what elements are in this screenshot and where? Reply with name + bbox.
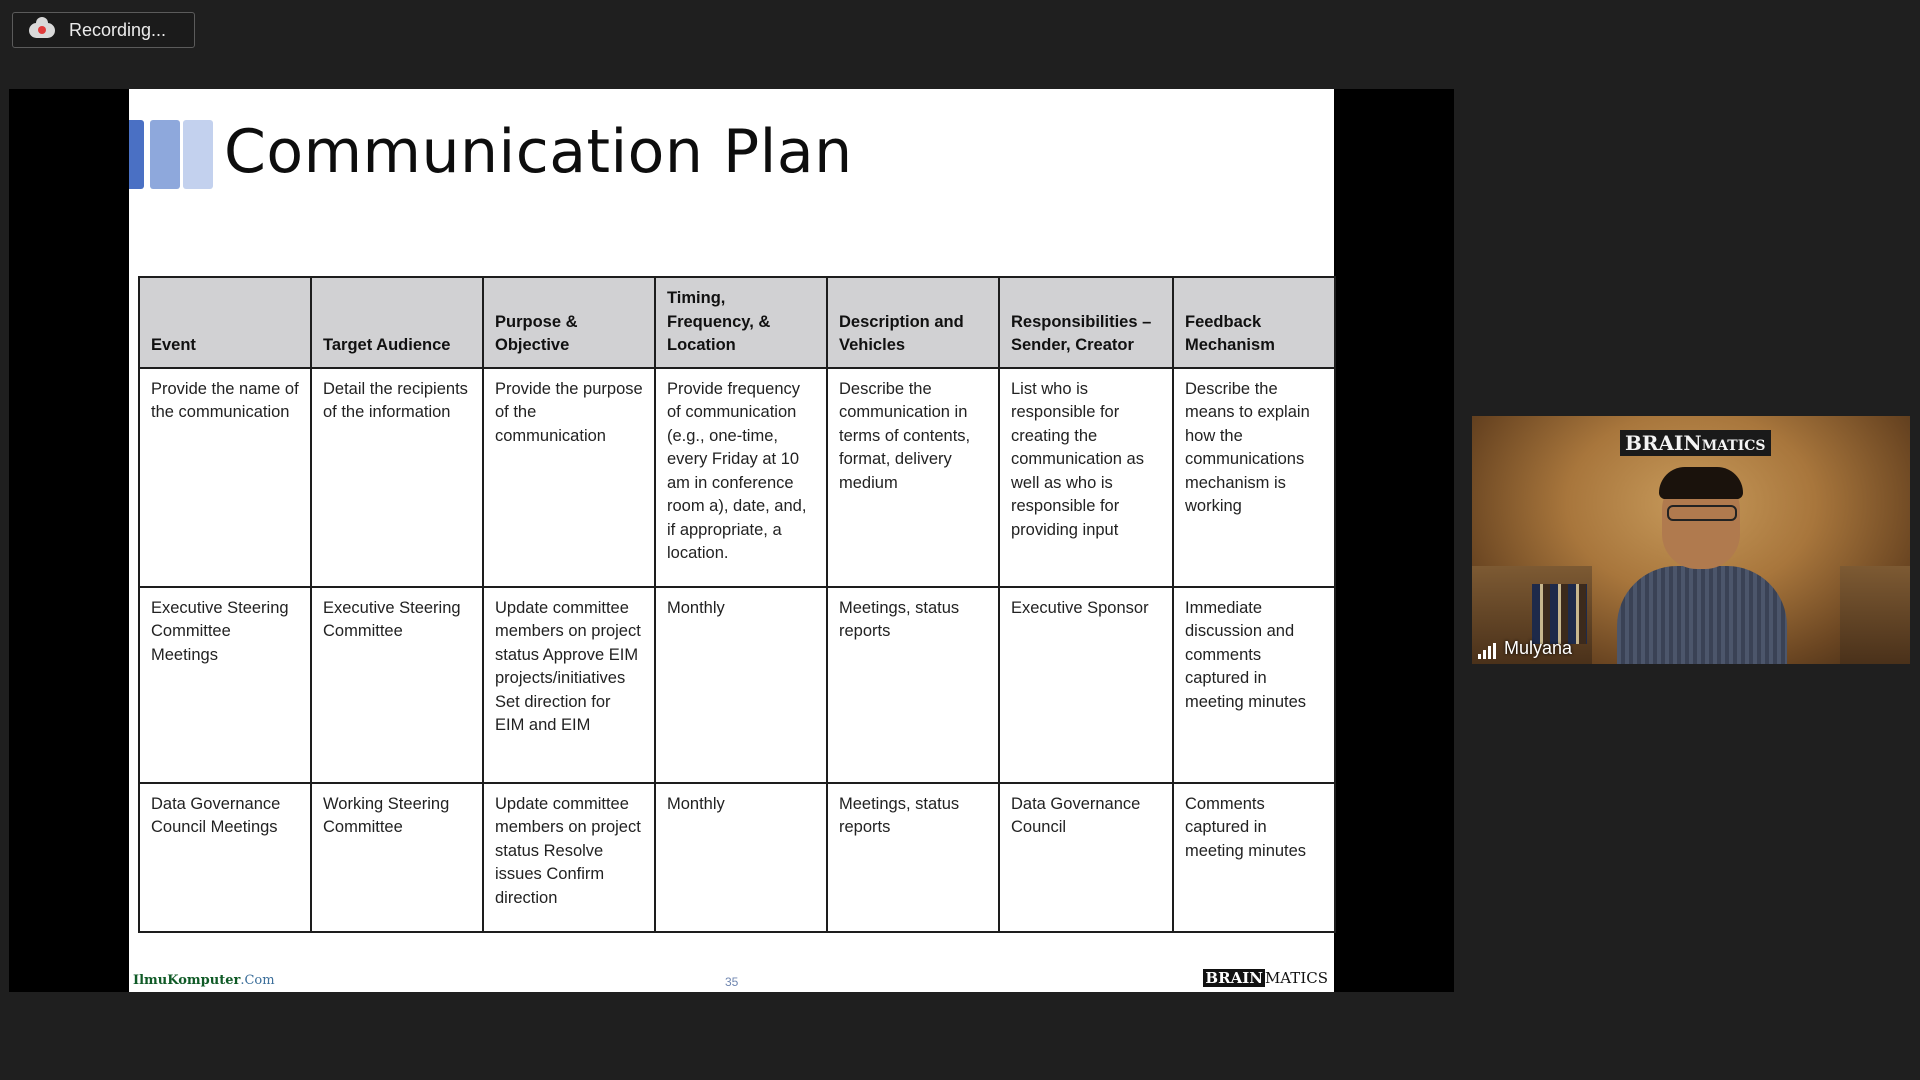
table-cell: Describe the means to explain how the communications mechanism is working: [1173, 368, 1335, 587]
participant-video-tile[interactable]: [1472, 416, 1910, 664]
table-cell: List who is responsible for creating the communication as well as who is responsible for providing input: [999, 368, 1173, 587]
table-cell: Immediate discussion and comments captured in meeting minutes: [1173, 587, 1335, 783]
participant-name-label: Mulyana: [1478, 638, 1572, 659]
table-cell: Executive Steering Committee: [311, 587, 483, 783]
table-cell: Working Steering Committee: [311, 783, 483, 932]
table-cell: Detail the recipients of the information: [311, 368, 483, 587]
header-cell: Event: [139, 277, 311, 368]
slide-page-number: 35: [725, 975, 739, 989]
table-cell: Meetings, status reports: [827, 783, 999, 932]
header-cell: Description and Vehicles: [827, 277, 999, 368]
header-cell: Responsibilities – Sender, Creator: [999, 277, 1173, 368]
table-cell: Provide the name of the communication: [139, 368, 311, 587]
table-header-row: [139, 277, 1335, 368]
title-accent-bars: [129, 120, 214, 189]
signal-bars-icon: [1478, 643, 1498, 659]
header-cell: Target Audience: [311, 277, 483, 368]
table-row: [139, 368, 1335, 587]
slide-title: Communication Plan: [224, 117, 853, 187]
presentation-slide: [129, 89, 1334, 992]
table-cell: Executive Sponsor: [999, 587, 1173, 783]
table-cell: Update committee members on project status Approve EIM projects/initiatives Set direction for EIM and EIM: [483, 587, 655, 783]
table-cell: Monthly: [655, 783, 827, 932]
wall-brand-logo: BRAINMATICS: [1620, 430, 1771, 456]
table-cell: Provide frequency of communication (e.g., one-time, every Friday at 10 am in conference room a), date, and, if appropriate, a location.: [655, 368, 827, 587]
recording-indicator[interactable]: [12, 12, 195, 48]
table-cell: Comments captured in meeting minutes: [1173, 783, 1335, 932]
participant-person: [1637, 471, 1767, 664]
table-row: [139, 783, 1335, 932]
table-cell: Meetings, status reports: [827, 587, 999, 783]
header-cell: Timing, Frequency, & Location: [655, 277, 827, 368]
communication-plan-table: [138, 276, 1336, 933]
table-cell: Update committee members on project status Resolve issues Confirm direction: [483, 783, 655, 932]
table-row: [139, 587, 1335, 783]
footer-brand-logo: BRAIN MATICS: [1205, 969, 1328, 987]
footer-site-logo: IlmuKomputer.Com: [133, 973, 275, 988]
table-cell: Describe the communication in terms of contents, format, delivery medium: [827, 368, 999, 587]
header-cell: Feedback Mechanism: [1173, 277, 1335, 368]
table-cell: Data Governance Council: [999, 783, 1173, 932]
recording-label: Recording...: [69, 19, 167, 40]
cloud-record-icon: [29, 20, 55, 40]
table-cell: Data Governance Council Meetings: [139, 783, 311, 932]
header-cell: Purpose & Objective: [483, 277, 655, 368]
table-cell: Monthly: [655, 587, 827, 783]
table-cell: Provide the purpose of the communication: [483, 368, 655, 587]
table-cell: Executive Steering Committee Meetings: [139, 587, 311, 783]
